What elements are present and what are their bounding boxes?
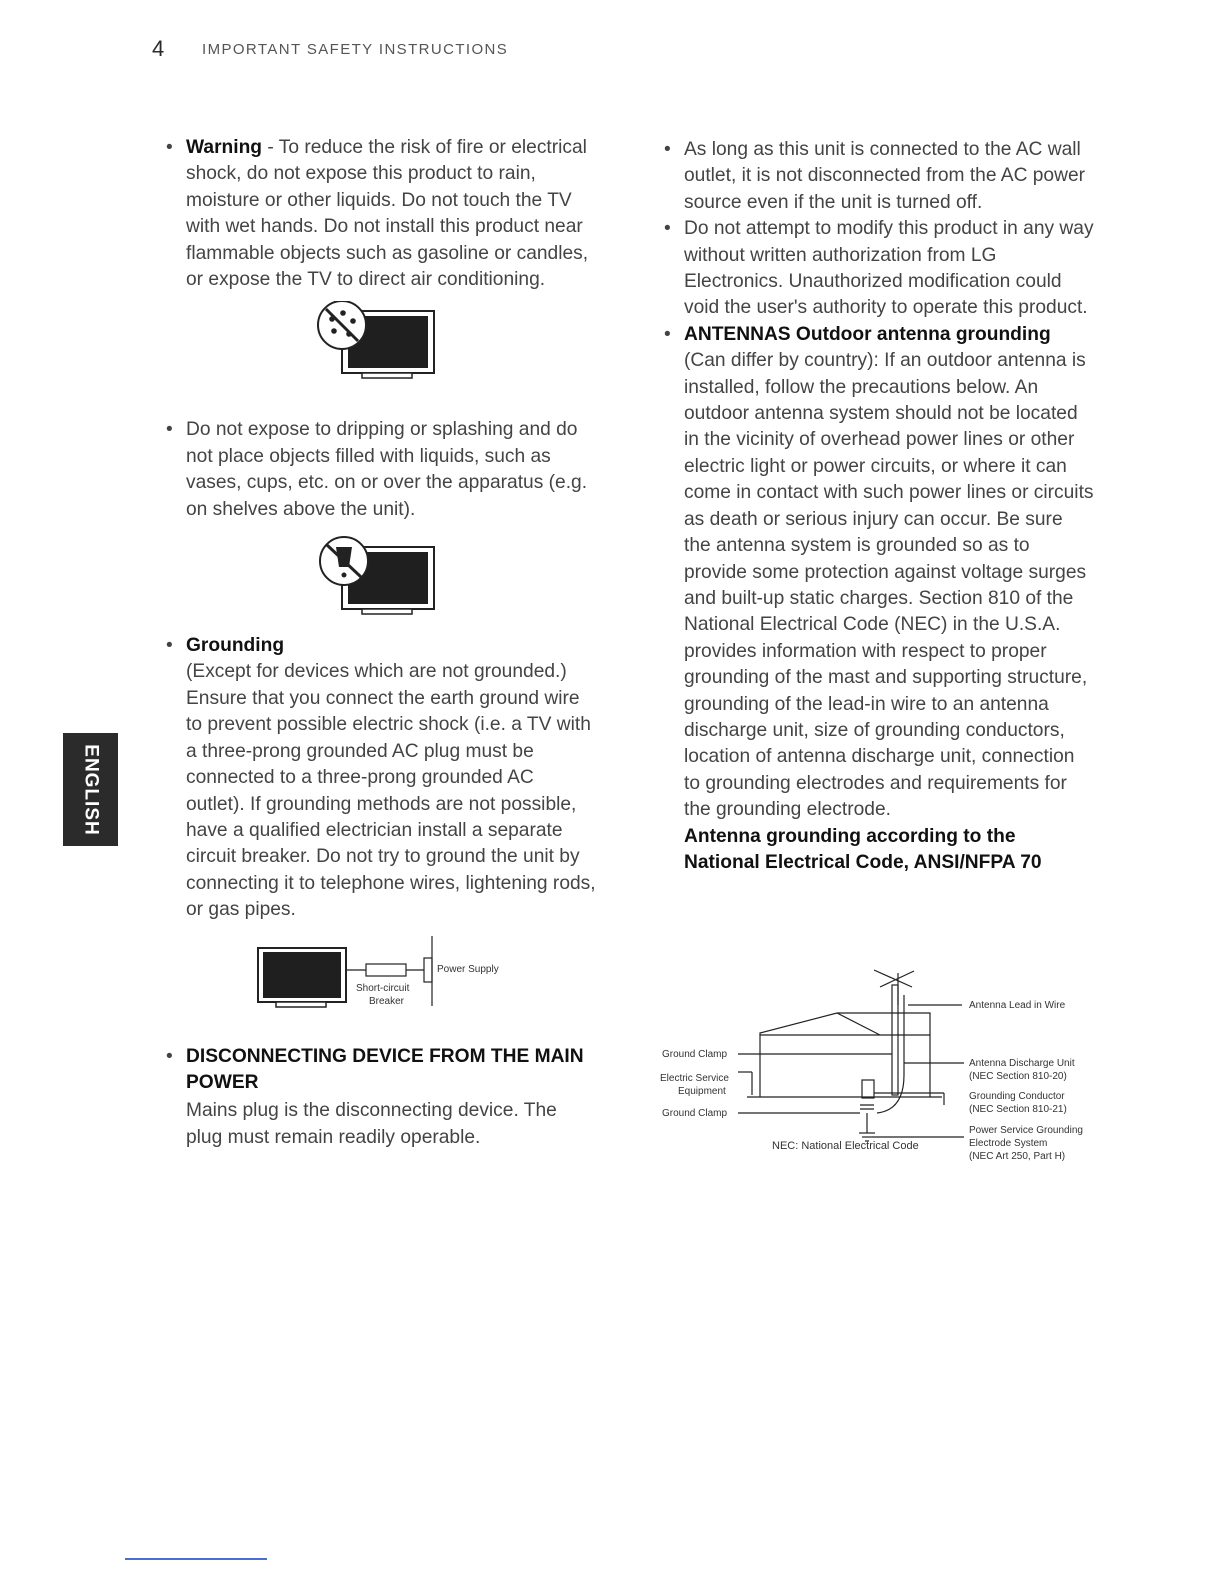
bullet: • [166, 137, 173, 158]
grounding-text: (Except for devices which are not grounded.) Ensure that you connect the earth ground wire to prevent possible electric shock (i.e. a TV with a three-prong grounded AC plug must be connected to a three-prong grounded AC outlet). If grounding methods are not possible, have a qualified electrician install a separate circuit breaker. Do not try to ground the unit by connecting it to telephone wires, lightening rods, or gas pipes. [186, 661, 596, 921]
tv-vase-icon [166, 533, 596, 625]
electric-service-label-2: Equipment [678, 1086, 726, 1097]
page-title: IMPORTANT SAFETY INSTRUCTIONS [202, 41, 509, 58]
lead-in-wire-label: Antenna Lead in Wire [969, 1000, 1066, 1011]
right-column [664, 137, 1094, 876]
discharge-unit-label-1: Antenna Discharge Unit [969, 1058, 1075, 1069]
footer-rule [125, 1558, 267, 1560]
antenna-heading: ANTENNAS Outdoor antenna grounding [684, 323, 1051, 345]
modify-item [664, 216, 1094, 322]
circuit-breaker-figure [166, 936, 596, 1026]
ac-outlet-item [664, 137, 1094, 216]
disconnecting-text: Mains plug is the disconnecting device. The plug must remain readily operable. [186, 1100, 557, 1148]
breaker-label-1: Short-circuit [356, 982, 410, 994]
antenna-grounding-figure [652, 965, 1102, 1170]
warning-item [166, 135, 596, 293]
wet-hands-figure [166, 301, 596, 391]
antenna-text: (Can differ by country): If an outdoor antenna is installed, follow the precautions below. An outdoor antenna system should not be located in the vicinity of overhead power lines or other electric light or power circuits, or where it can come in contact with such power lines or circuits as death or serious injury can occur. Be sure the antenna system is grounded so as to provide some protection against voltage surges and built-up static charges. Section 810 of the National Electrical Code (NEC) in the U.S.A. provides information with respect to proper grounding of the mast and supporting structure, grounding of the lead-in wire to an antenna discharge unit, size of grounding conductors, location of antenna discharge unit, connection to grounding electrodes and requirements for the grounding electrode. [684, 350, 1094, 821]
grounding-conductor-label-2: (NEC Section 810-21) [969, 1104, 1067, 1115]
bullet: • [166, 419, 173, 441]
warning-text: - To reduce the risk of fire or electrical shock, do not expose this product to rain, moisture or other liquids. Do not touch the TV with wet hands. Do not install this product near flammable objects such as gasoline or candles, or expose the TV to direct air conditioning. [186, 137, 589, 291]
vase-figure [166, 533, 596, 625]
bullet: • [664, 218, 671, 240]
modify-text: Do not attempt to modify this product in any way without written authorization from LG Electronics. Unauthorized modification could void the user's authority to operate this product. [684, 218, 1094, 319]
bullet: • [166, 1045, 173, 1067]
power-service-label-1: Power Service Grounding [969, 1125, 1083, 1136]
disconnecting-item [166, 1044, 596, 1152]
bullet: • [166, 635, 173, 657]
power-supply-label: Power Supply [437, 963, 499, 975]
grounding-item [166, 633, 596, 923]
bullet: • [664, 139, 671, 160]
breaker-diagram [166, 936, 596, 1026]
page-number: 4 [152, 36, 165, 61]
grounding-conductor-label-1: Grounding Conductor [969, 1091, 1065, 1102]
bullet: • [664, 323, 671, 345]
electric-service-label-1: Electric Service [660, 1073, 729, 1084]
disconnecting-heading: DISCONNECTING DEVICE FROM THE MAIN POWER [186, 1045, 584, 1093]
ground-clamp-bottom-label: Ground Clamp [662, 1108, 728, 1119]
antenna-diagram [652, 965, 1102, 1170]
breaker-label-2: Breaker [369, 995, 405, 1007]
power-service-label-3: (NEC Art 250, Part H) [969, 1151, 1066, 1162]
warning-heading: Warning [186, 137, 263, 158]
ac-outlet-text: As long as this unit is connected to the AC wall outlet, it is not disconnected from the AC power source even if the unit is turned off. [684, 139, 1086, 213]
tv-rain-icon [166, 301, 596, 391]
grounding-heading: Grounding [186, 635, 285, 657]
left-column [166, 135, 596, 1151]
language-tab [63, 733, 118, 846]
language-tab-label: ENGLISH [80, 743, 102, 836]
splashing-item [166, 417, 596, 523]
antenna-item [664, 322, 1094, 877]
nec-caption: NEC: National Electrical Code [772, 1140, 919, 1152]
antenna-subheading: Antenna grounding according to the National Electrical Code, ANSI/NFPA 70 [684, 825, 1042, 873]
splashing-text: Do not expose to dripping or splashing and do not place objects filled with liquids, such as vases, cups, etc. on or over the apparatus (e.g. on shelves above the unit). [186, 419, 588, 520]
ground-clamp-top-label: Ground Clamp [662, 1049, 728, 1060]
power-service-label-2: Electrode System [969, 1138, 1048, 1149]
discharge-unit-label-2: (NEC Section 810-20) [969, 1071, 1067, 1082]
